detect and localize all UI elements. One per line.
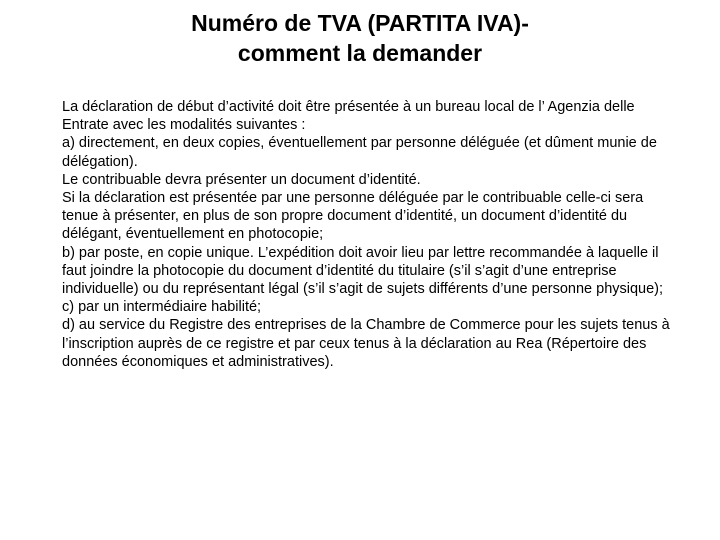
identity-text: Le contribuable devra présenter un document d’identité. — [62, 171, 421, 188]
identity-paragraph — [62, 171, 682, 189]
intro-paragraph — [62, 98, 682, 134]
option-b-text: par poste, en copie unique. L’expédition doit avoir lieu par lettre recommandée à laquelle il faut joindre la photocopie du document d’identité du titulaire (s’il s’agit d’une entreprise individuelle) ou du représentant légal (s’il s’agit de sujets différents d’une personne physique); — [62, 244, 664, 298]
option-d-label: d) — [62, 317, 75, 334]
option-b-paragraph — [62, 244, 682, 299]
delegate-paragraph — [62, 189, 682, 244]
delegate-text: Si la déclaration est présentée par une personne déléguée par le contribuable celle-ci sera tenue à présenter, en plus de son propre document d’identité, un document d’identité du délégant, éventuellement en photocopie; — [62, 190, 644, 243]
option-d-text: au service du Registre des entreprises de la Chambre de Commerce pour les sujets tenus à l’inscription auprès de ce registre et par ceux tenus à la déclaration au Rea (Répertoire des données économiques et administratives). — [62, 317, 670, 370]
option-c-text: par un intermédiaire habilité; — [74, 299, 262, 316]
option-c-paragraph — [62, 298, 682, 316]
page-title — [0, 8, 720, 68]
document-body — [62, 98, 682, 371]
intro-suffix: avec les modalités suivantes : — [108, 117, 306, 134]
agency-name: Agenzia delle Entrate — [62, 99, 635, 134]
option-d-paragraph — [62, 316, 682, 371]
intro-text: La déclaration de début d’activité doit être présentée à un bureau local de l’ — [62, 99, 548, 115]
option-c-label: c) — [62, 299, 75, 316]
title-line-1: Numéro de TVA (PARTITA IVA)- — [191, 10, 529, 36]
option-a-label: a) — [62, 135, 75, 152]
option-a-text: directement, en deux copies, éventuellement par personne déléguée (et dûment munie de délégation). — [62, 135, 657, 170]
option-b-label: b) — [62, 244, 75, 261]
option-a-paragraph — [62, 134, 682, 170]
title-line-2: comment la demander — [237, 40, 483, 66]
